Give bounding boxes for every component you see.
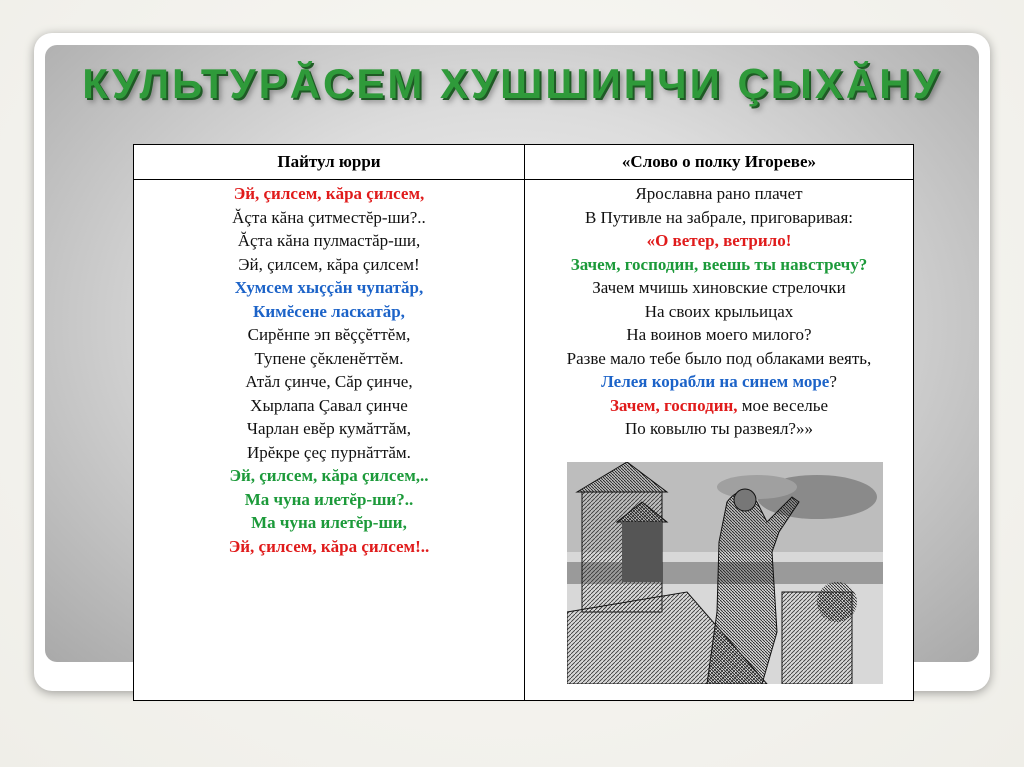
poem-line-fragment: На своих крыльицах [644,301,794,321]
poem-line-fragment: Ярославна рано плачет [635,184,803,203]
poem-line: Ăçта кăна çитместĕр-ши?.. [232,207,426,227]
poem-line: Эй, çилсем, кăра çилсем!.. [228,536,430,556]
left-column-header: Пайтул юрри [134,145,525,180]
poem-line [525,229,913,253]
poem-line-fragment: «О ветер, ветрило! [646,231,792,250]
poem-line [525,347,913,371]
poem-line-fragment: Разве мало тебе было под облаками веять, [566,348,872,368]
russian-poem [525,180,913,441]
poem-line [525,182,913,206]
poem-line-fragment: В Путивле на забрале, приговаривая: [584,207,854,227]
poem-line: Эй, çилсем, кăра çилсем, [233,184,425,203]
poem-line-fragment: На воинов моего милого? [626,325,812,344]
table-header-row [134,145,914,180]
right-column-header: «Слово о полку Игореве» [524,145,913,180]
poem-line: Эй, çилсем, кăра çилсем,.. [229,466,429,485]
poem-line-fragment: По ковылю ты развеял?»» [624,419,813,438]
yaroslavna-illustration [567,462,883,684]
poem-line [525,253,913,277]
poem-line: Чарлан евĕр кумăттăм, [246,419,412,438]
chuvash-poem [134,180,524,558]
poem-line [525,370,913,394]
poem-line [525,276,913,300]
poem-line-fragment: Лелея корабли на синем море [601,372,830,391]
poem-line [525,323,913,347]
poem-line [525,206,913,230]
poem-line-fragment: Зачем мчишь хиновские стрелочки [592,278,846,297]
poem-line: Эй, çилсем, кăра çилсем! [238,254,420,274]
poem-line: Тупене çĕкленĕттĕм. [254,348,404,368]
poem-line: Сирĕнпе эп вĕççĕттĕм, [247,325,411,344]
poem-line [525,300,913,324]
poem-line: Ма чуна илетĕр-ши, [251,513,407,532]
poem-line [525,417,913,441]
poem-line: Хырлапа Çавал çинче [250,395,408,415]
poem-line-fragment: мое веселье [737,395,829,415]
poem-line-fragment: ? [829,372,837,391]
poem-line: Атăл çинче, Сăр çинче, [245,372,413,391]
poem-line-fragment: Зачем, господин, веешь ты навстречу? [570,254,868,274]
poem-line: Хумсем хыççăн чупатăр, [234,278,424,297]
poem-line: Ăçта кăна пулмастăр-ши, [237,231,421,250]
poem-line: Ирĕкре çеç пурнăттăм. [247,442,411,462]
poem-line-fragment: Зачем, господин, [609,395,738,415]
poem-line: Кимĕсене ласкатăр, [253,301,405,321]
poem-line: Ма чуна илетĕр-ши?.. [244,489,414,509]
slide-title: КУЛЬТУРĂСЕМ ХУШШИНЧИ ÇЫХĂНУ [82,60,942,107]
poem-line [525,394,913,418]
left-poem-cell [134,180,525,701]
